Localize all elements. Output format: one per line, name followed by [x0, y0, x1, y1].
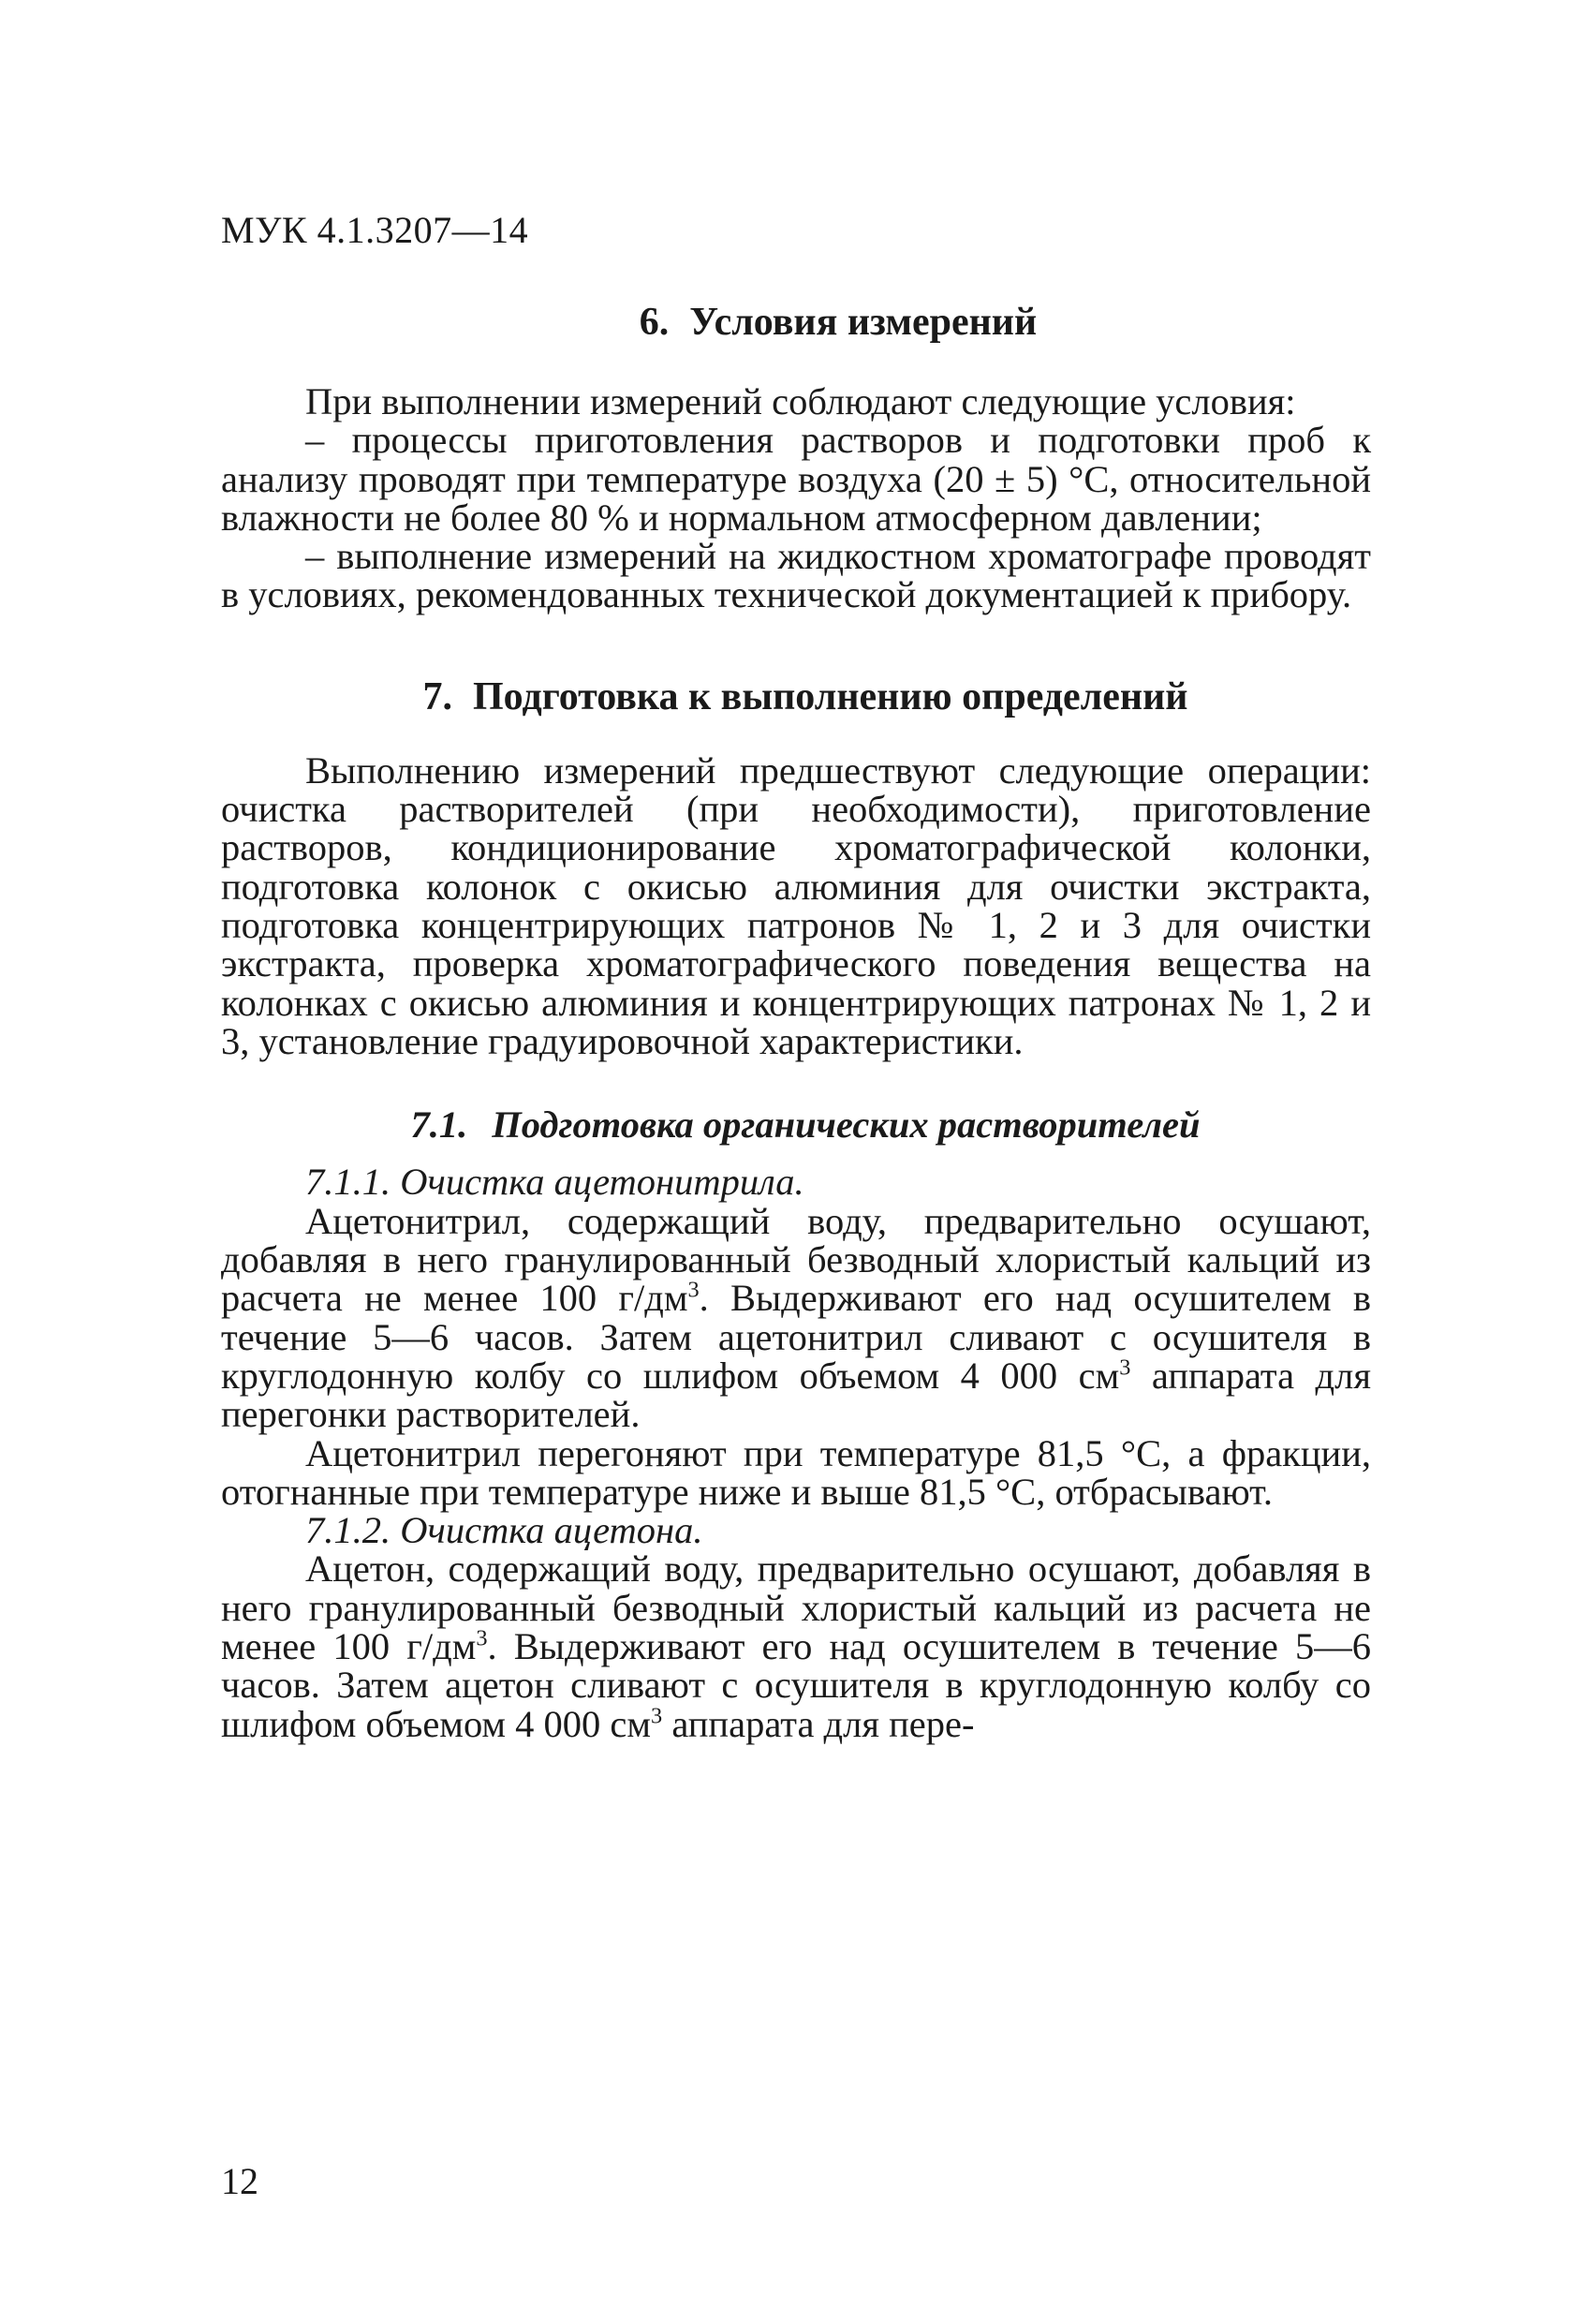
subsection-7-1-2-heading: 7.1.2. Очистка ацетона.	[305, 1509, 703, 1552]
document-code: МУК 4.1.3207—14	[221, 209, 529, 251]
superscript: 3	[687, 1277, 700, 1303]
superscript: 3	[1119, 1354, 1131, 1381]
subsection-7-1-1-paragraph-2: Ацетонитрил перегоняют при температуре 81,5 °С, а фракции, отогнанные при температуре ниже и выше 81,5 °С, отбрасывают.	[221, 1431, 1371, 1513]
section-6-item-2: – выполнение измерений на жидкостном хроматографе проводят в условиях, рекомендованных технической документацией к прибору.	[221, 535, 1371, 616]
section-title: Условия измерений	[689, 301, 1038, 344]
page-number: 12	[221, 2160, 258, 2202]
text-run: . Выдерживают его над осушителем в течение 5—6 часов. Затем ацетонитрил сливают с осушителя в круглодонную колбу со шлифом объемом 4 000 см	[221, 1277, 1371, 1397]
text-run: аппарата для пере-	[662, 1702, 975, 1745]
text-run: Ацетонитрил, содержащий воду, предварительно осушают, добавляя в него гранулированный безводный хлористый кальций из расчета не менее 100 г/дм	[221, 1199, 1371, 1320]
text-run: Ацетон, содержащий воду, предварительно осушают, добавляя в него гранулированный безводный хлористый кальций из расчета не менее 100 г/дм	[221, 1547, 1371, 1668]
section-6-item-1: – процессы приготовления растворов и подготовки проб к анализу проводят при температуре воздуха (20 ± 5) °С, относительной влажности не более 80 % и нормальном атмосферном давлении;	[221, 419, 1371, 539]
subsection-7-1-1-heading: 7.1.1. Очистка ацетонитрила.	[305, 1161, 804, 1204]
superscript: 3	[476, 1625, 488, 1651]
subsection-title: Подготовка органических растворителей	[492, 1103, 1201, 1147]
section-6-intro: При выполнении измерений соблюдают следующие условия:	[305, 380, 1296, 422]
subsection-7-1-2-paragraph-1	[221, 1547, 1371, 1745]
superscript: 3	[651, 1703, 663, 1729]
section-6-heading	[221, 298, 1371, 347]
section-number: 6.	[639, 301, 670, 344]
subsection-7-1-heading	[221, 1103, 1371, 1147]
text-run: . Выдерживают его над осушителем в течение 5—6 часов. Затем ацетон сливают с осушителя в круглодонную колбу со шлифом объемом 4 000 см	[221, 1625, 1371, 1745]
page-content	[221, 298, 1371, 1743]
section-7-heading	[221, 673, 1371, 721]
section-title: Подготовка к выполнению определений	[472, 674, 1188, 718]
section-7-intro: Выполнению измерений предшествуют следующие операции: очистка растворителей (при необходимости), приготовление растворов, кондиционирование хроматографической колонки, подготовка колонок с окисью алюминия для очистки экстракта, подготовка концентрирующих патронов № 1, 2 и 3 для очистки экстракта, проверка хроматографического поведения вещества на колонках с окисью алюминия и концентрирующих патронах № 1, 2 и 3, установление градуировочной характеристики.	[221, 748, 1371, 1062]
section-number: 7.	[422, 674, 452, 718]
subsection-number: 7.1.	[410, 1103, 468, 1147]
text-run: аппарата для перегонки растворителей.	[221, 1354, 1371, 1436]
subsection-7-1-1-paragraph-1	[221, 1199, 1371, 1436]
